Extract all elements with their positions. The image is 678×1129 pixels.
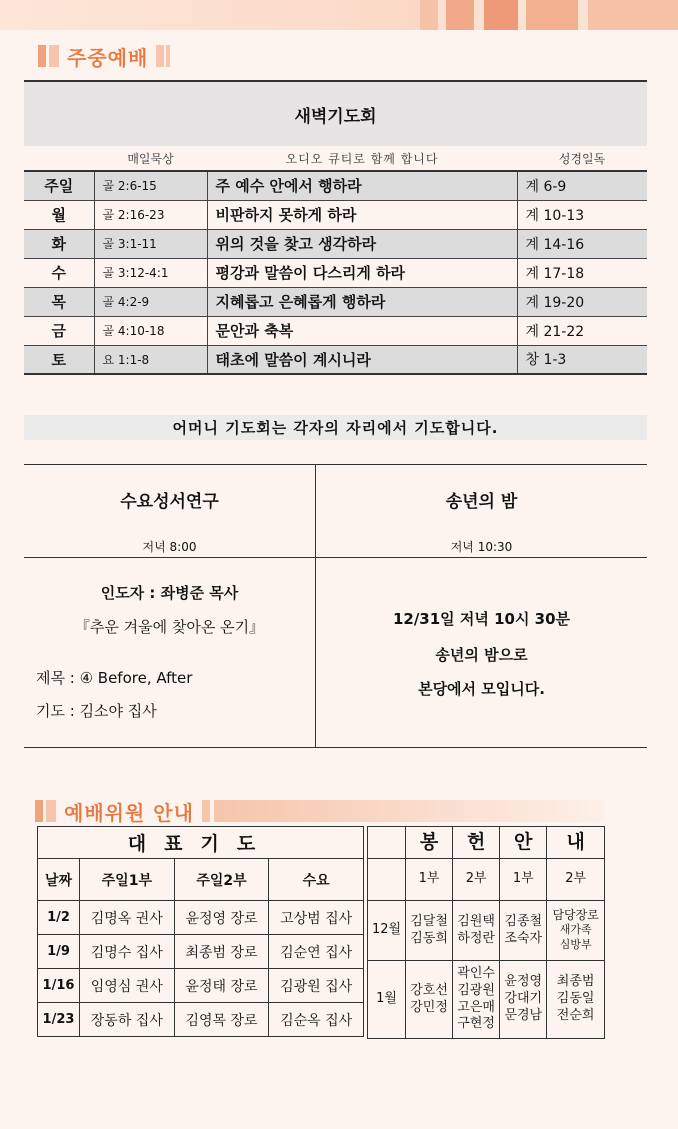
table-header [38,827,364,859]
name-cell: 윤정태 장로 [174,969,269,1003]
yearend-line2: 송년의 밤으로 [435,646,528,664]
month-cell: 1월 [368,961,406,1039]
date-cell: 1/2 [38,901,80,935]
ref-cell: 골 3:1-11 [94,229,207,258]
name-cell: 윤정영 장로 [174,901,269,935]
wednesday-study [24,465,316,747]
date-cell: 1/9 [38,935,80,969]
name-cell: 최종범 장로 [174,935,269,969]
day-cell: 주일 [24,171,94,200]
blank-cell [368,859,406,901]
name: 새가족 [559,923,592,937]
column-header: 주일1부 [80,859,175,901]
dawn-column-headers [24,146,647,170]
name: 김달철 [410,913,448,929]
date-cell: 1/23 [38,1003,80,1037]
yearend-time: 저녁 10:30 [450,540,513,554]
name: 윤정영 [504,974,543,990]
column-header: 2부 [453,859,500,901]
table-header [368,859,605,901]
name-cell: 김순옥 집사 [269,1003,364,1037]
dawn-prayer-title: 새벽기도회 [24,80,647,146]
name: 심방부 [559,938,592,952]
reading-cell: 계 14-16 [517,229,647,258]
table-row [38,935,364,969]
names-cell [406,901,453,961]
wednesday-prayer: 기도 : 김소야 집사 [36,702,157,720]
name: 고은매 [457,999,495,1015]
table-row [38,969,364,1003]
dawn-prayer-section [24,80,647,375]
reading-cell: 계 19-20 [517,287,647,316]
table-row [38,901,364,935]
topic-cell: 위의 것을 찾고 생각하라 [207,229,517,258]
wednesday-title: 수요성서연구 [120,492,219,512]
table-row [368,961,605,1039]
blank-cell [368,827,406,859]
topic-cell: 태초에 말씀이 계시니라 [207,345,517,374]
col-meditation: 매일묵상 [127,151,174,166]
name-cell: 김광원 집사 [269,969,364,1003]
yearend-line3: 본당에서 모입니다. [418,680,545,698]
yearend-title: 송년의 밤 [445,492,518,512]
ref-cell: 요 1:1-8 [94,345,207,374]
column-header: 1부 [406,859,453,901]
name-cell: 고상범 집사 [269,901,364,935]
column-header: 2부 [547,859,605,901]
names-cell [453,961,500,1039]
name-cell: 김영목 장로 [174,1003,269,1037]
section-title: 주중예배 [67,45,149,70]
name: 전순희 [556,1007,595,1023]
mother-prayer-notice: 어머니 기도회는 각자의 자리에서 기도합니다. [24,415,647,440]
table-row [24,171,647,200]
offering-header-char: 안 [500,827,547,859]
representative-prayer-table [37,826,364,1037]
table-header [368,827,605,859]
rep-prayer-header: 대표기도 [38,827,364,859]
name: 김원택 [457,913,495,929]
table-row [24,229,647,258]
ref-cell: 골 4:2-9 [94,287,207,316]
name-cell: 장동하 집사 [80,1003,175,1037]
table-row [368,901,605,961]
reading-cell: 계 10-13 [517,200,647,229]
col-audio: 오디오 큐티로 함께 합니다 [285,151,439,166]
names-cell [547,961,605,1039]
section-header-worship [38,42,170,70]
table-row [38,1003,364,1037]
names-cell [500,961,547,1039]
column-header: 주일2부 [174,859,269,901]
name: 최종범 [556,974,595,990]
table-row [24,200,647,229]
wednesday-time: 저녁 8:00 [142,540,197,554]
ref-cell: 골 2:16-23 [94,200,207,229]
day-cell: 금 [24,316,94,345]
wednesday-series: 『추운 겨울에 찾아온 온기』 [74,618,265,636]
top-decor-bar [0,0,678,30]
name: 조숙자 [504,930,543,946]
name: 강민정 [410,999,448,1015]
names-cell [453,901,500,961]
name: 곽인수 [457,965,495,981]
table-row [24,345,647,374]
month-cell: 12월 [368,901,406,961]
topic-cell: 문안과 축복 [207,316,517,345]
topic-cell: 평강과 말씀이 다스리게 하라 [207,258,517,287]
day-cell: 월 [24,200,94,229]
reading-cell: 계 21-22 [517,316,647,345]
name: 문경남 [504,1007,543,1023]
column-header: 날짜 [38,859,80,901]
col-reading: 성경일독 [558,151,606,166]
names-cell [406,961,453,1039]
year-end-night [316,465,647,747]
offering-header-char: 헌 [453,827,500,859]
names-cell [500,901,547,961]
day-cell: 목 [24,287,94,316]
topic-cell: 주 예수 안에서 행하라 [207,171,517,200]
table-row [24,316,647,345]
name-cell: 김순연 집사 [269,935,364,969]
name: 김종철 [504,913,543,929]
offering-header-char: 내 [547,827,605,859]
column-header: 수요 [269,859,364,901]
section-title: 예배위원 안내 [64,800,194,825]
table-row [24,287,647,316]
names-cell [547,901,605,961]
name: 김광원 [457,982,495,998]
wednesday-subject: 제목 : ④ Before, After [36,669,193,687]
ref-cell: 골 4:10-18 [94,316,207,345]
name: 구현정 [457,1016,495,1032]
day-cell: 화 [24,229,94,258]
table-row [24,258,647,287]
reading-cell: 창 1-3 [517,345,647,374]
name: 김동일 [556,991,595,1007]
name: 김동희 [410,930,448,946]
name-cell: 김명옥 권사 [80,901,175,935]
name: 강대기 [504,991,543,1007]
reading-cell: 계 6-9 [517,171,647,200]
name: 담당장로 [552,907,599,922]
ref-cell: 골 3:12-4:1 [94,258,207,287]
topic-cell: 지혜롭고 은혜롭게 행하라 [207,287,517,316]
table-header [38,859,364,901]
yearend-line1: 12/31일 저녁 10시 30분 [392,610,571,628]
date-cell: 1/16 [38,969,80,1003]
name: 강호선 [410,982,448,998]
wednesday-leader: 인도자 : 좌병준 목사 [100,584,239,602]
offering-table [367,826,605,1039]
name: 하정란 [457,930,495,946]
reading-cell: 계 17-18 [517,258,647,287]
ref-cell: 골 2:6-15 [94,171,207,200]
name-cell: 임영심 권사 [80,969,175,1003]
events-box [24,464,647,748]
column-header: 1부 [500,859,547,901]
section-header-committee [35,797,604,825]
dawn-schedule-table [24,170,647,375]
name-cell: 김명수 집사 [80,935,175,969]
day-cell: 수 [24,258,94,287]
offering-header-char: 봉 [406,827,453,859]
day-cell: 토 [24,345,94,374]
topic-cell: 비판하지 못하게 하라 [207,200,517,229]
